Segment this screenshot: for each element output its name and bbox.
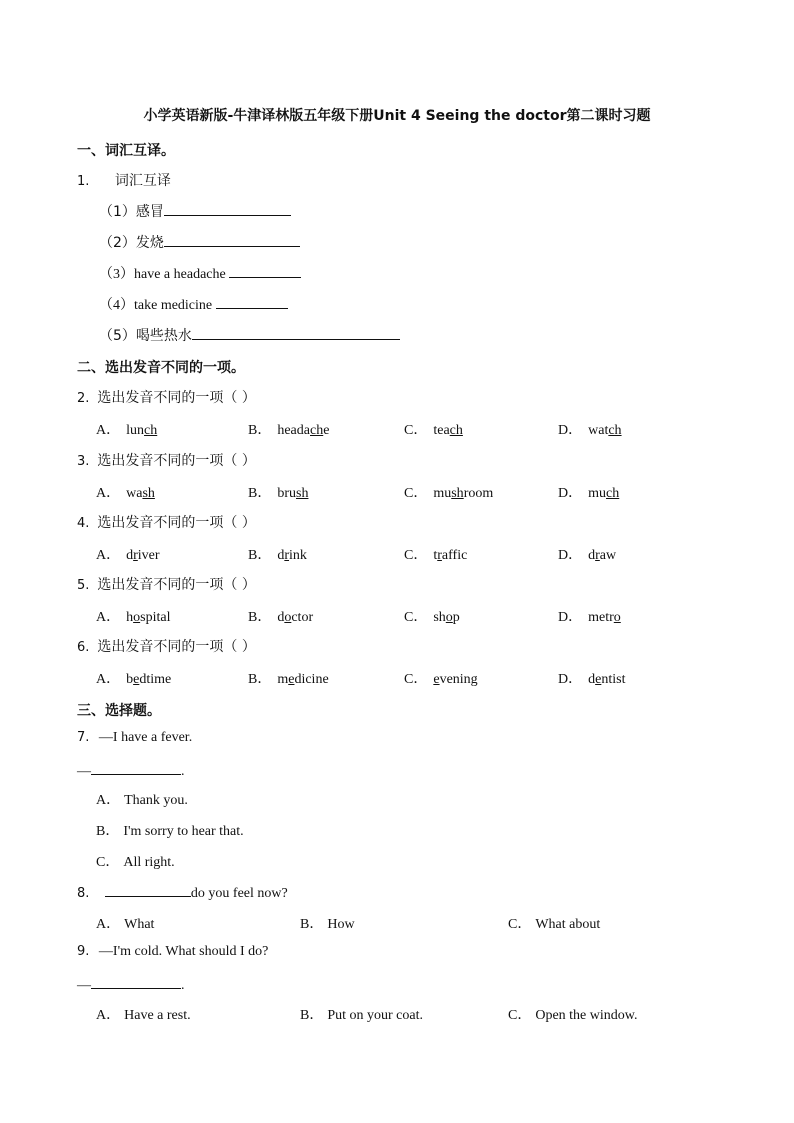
option-c[interactable]: [404, 482, 493, 502]
vocab-label: （3）have a headache: [99, 267, 226, 282]
option-b[interactable]: [300, 913, 355, 933]
option-text: What: [124, 917, 155, 932]
option-d[interactable]: [558, 668, 625, 688]
word-suffix: ntist: [601, 672, 626, 687]
option-text: How: [327, 917, 355, 932]
option-a[interactable]: [96, 482, 155, 502]
underlined-letters: ch: [606, 486, 620, 501]
option-c[interactable]: [508, 913, 600, 933]
option-letter: A．: [96, 917, 121, 932]
option-letter: B．: [248, 672, 272, 687]
question-number: 2.: [77, 391, 90, 406]
word-prefix: b: [126, 672, 134, 687]
option-c[interactable]: [404, 544, 467, 564]
option-a[interactable]: [96, 913, 154, 933]
answer-blank[interactable]: [192, 325, 400, 340]
option-c[interactable]: [404, 668, 478, 688]
option-b[interactable]: [248, 419, 329, 439]
vocab-item-4: [99, 294, 288, 314]
option-a[interactable]: [96, 419, 157, 439]
word-prefix: d: [126, 548, 134, 563]
option-letter: C．: [404, 423, 428, 438]
word-prefix: wa: [126, 486, 143, 501]
answer-blank[interactable]: [229, 263, 301, 278]
option-d[interactable]: [558, 606, 621, 626]
option-letter: B．: [248, 486, 272, 501]
word-prefix: h: [126, 610, 134, 625]
question-text: 选出发音不同的一项（ ）: [97, 453, 256, 469]
question-text: —I'm cold. What should I do?: [98, 944, 269, 959]
option-letter: D．: [558, 548, 583, 563]
option-letter: B．: [300, 1008, 324, 1023]
underlined-letters: r: [133, 548, 138, 563]
question-number: 6.: [77, 640, 90, 655]
question-3: [77, 450, 256, 470]
option-letter: A．: [96, 486, 121, 501]
option-text: Thank you.: [124, 793, 188, 808]
answer-dash: —: [77, 978, 91, 993]
vocab-label: （1）感冒: [99, 204, 164, 220]
option-letter: C．: [96, 855, 120, 870]
word-prefix: lun: [126, 423, 145, 438]
underlined-letters: o: [613, 610, 621, 625]
vocab-label: （2）发烧: [99, 235, 164, 251]
answer-end: .: [181, 978, 185, 993]
underlined-letters: ch: [144, 423, 158, 438]
question-1: [77, 170, 171, 190]
option-letter: A．: [96, 610, 121, 625]
option-a[interactable]: [96, 606, 170, 626]
answer-blank[interactable]: [91, 760, 181, 775]
option-a[interactable]: [96, 1004, 191, 1024]
option-letter: A．: [96, 793, 121, 808]
underlined-letters: ch: [449, 423, 463, 438]
option-c[interactable]: [404, 606, 460, 626]
question-4: [77, 512, 256, 532]
word-suffix: ink: [289, 548, 307, 563]
vocab-item-2: [99, 232, 300, 252]
vocab-label: （5）喝些热水: [99, 328, 192, 344]
question-8: [77, 882, 288, 902]
underlined-letters: r: [595, 548, 600, 563]
option-letter: A．: [96, 672, 121, 687]
option-b[interactable]: [248, 668, 329, 688]
option-letter: D．: [558, 610, 583, 625]
option-text: Open the window.: [535, 1008, 638, 1023]
option-letter: C．: [404, 610, 428, 625]
answer-blank[interactable]: [164, 201, 291, 216]
word-suffix: vening: [439, 672, 478, 687]
word-prefix: t: [433, 548, 438, 563]
word-suffix: affic: [441, 548, 468, 563]
option-text: Put on your coat.: [327, 1008, 423, 1023]
word-prefix: bru: [277, 486, 297, 501]
underlined-letters: e: [595, 672, 602, 687]
question-text: do you feel now?: [190, 886, 288, 901]
word-prefix: d: [277, 610, 285, 625]
underlined-letters: e: [288, 672, 295, 687]
option-letter: C．: [404, 672, 428, 687]
vocab-item-1: [99, 201, 291, 221]
section-heading-phonics: 二、选出发音不同的一项。: [77, 360, 245, 376]
answer-line-7: [77, 760, 185, 780]
word-prefix: heada: [277, 423, 310, 438]
question-text: 选出发音不同的一项（ ）: [97, 639, 256, 655]
option-d[interactable]: [558, 419, 622, 439]
underlined-letters: o: [445, 610, 453, 625]
word-suffix: aw: [599, 548, 617, 563]
option-b[interactable]: [248, 544, 307, 564]
option-letter: D．: [558, 672, 583, 687]
answer-blank[interactable]: [216, 294, 288, 309]
option-text: I'm sorry to hear that.: [123, 824, 244, 839]
underlined-letters: ch: [608, 423, 622, 438]
option-b[interactable]: [248, 606, 313, 626]
underlined-letters: sh: [296, 486, 309, 501]
answer-dash: —: [77, 764, 91, 779]
option-c[interactable]: [508, 1004, 637, 1024]
underlined-letters: r: [284, 548, 290, 563]
word-prefix: d: [588, 548, 596, 563]
question-number: 1.: [77, 174, 90, 189]
option-b[interactable]: [248, 482, 308, 502]
word-suffix: e: [323, 423, 330, 438]
underlined-letters: e: [433, 672, 440, 687]
option-c[interactable]: [96, 851, 175, 871]
question-text: 选出发音不同的一项（ ）: [97, 577, 256, 593]
answer-blank[interactable]: [91, 974, 181, 989]
word-prefix: d: [588, 672, 596, 687]
word-prefix: mu: [433, 486, 452, 501]
word-prefix: wat: [588, 423, 609, 438]
option-letter: A．: [96, 548, 121, 563]
word-suffix: p: [452, 610, 460, 625]
option-b[interactable]: [96, 820, 244, 840]
option-letter: C．: [508, 917, 532, 932]
question-7: [77, 730, 192, 746]
word-suffix: dtime: [139, 672, 172, 687]
question-text: 选出发音不同的一项（ ）: [97, 390, 256, 406]
question-number: 8.: [77, 886, 90, 901]
worksheet-title: 小学英语新版-牛津译林版五年级下册Unit 4 Seeing the doctor第二课时习题: [143, 108, 651, 124]
option-text: All right.: [123, 855, 175, 870]
word-suffix: spital: [140, 610, 171, 625]
question-2: [77, 387, 256, 407]
word-suffix: dicine: [294, 672, 329, 687]
question-9: [77, 944, 268, 960]
option-a[interactable]: [96, 668, 171, 688]
option-letter: C．: [404, 548, 428, 563]
answer-end: .: [181, 764, 185, 779]
question-number: 9.: [77, 944, 90, 959]
word-prefix: tea: [433, 423, 450, 438]
answer-blank[interactable]: [105, 882, 191, 897]
option-letter: B．: [300, 917, 324, 932]
underlined-letters: sh: [142, 486, 155, 501]
question-5: [77, 574, 256, 594]
answer-blank[interactable]: [164, 232, 300, 247]
word-suffix: iver: [137, 548, 160, 563]
question-number: 5.: [77, 578, 90, 593]
underlined-letters: e: [133, 672, 140, 687]
option-letter: C．: [508, 1008, 532, 1023]
word-prefix: sh: [433, 610, 446, 625]
vocab-item-3: [99, 263, 301, 283]
word-prefix: d: [277, 548, 285, 563]
question-number: 4.: [77, 516, 90, 531]
section-heading-choice: 三、选择题。: [77, 703, 161, 719]
option-b[interactable]: [300, 1004, 423, 1024]
option-a[interactable]: [96, 544, 160, 564]
underlined-letters: ch: [310, 423, 324, 438]
word-prefix: metr: [588, 610, 614, 625]
question-number: 3.: [77, 454, 90, 469]
option-letter: C．: [404, 486, 428, 501]
question-text: —I have a fever.: [98, 730, 193, 745]
question-number: 7.: [77, 730, 90, 745]
option-letter: B．: [248, 548, 272, 563]
underlined-letters: o: [133, 610, 141, 625]
word-prefix: mu: [588, 486, 607, 501]
option-d[interactable]: [558, 482, 619, 502]
option-c[interactable]: [404, 419, 463, 439]
word-suffix: ctor: [291, 610, 314, 625]
option-letter: B．: [248, 610, 272, 625]
vocab-label: （4）take medicine: [99, 298, 213, 313]
option-d[interactable]: [558, 544, 616, 564]
option-letter: B．: [248, 423, 272, 438]
question-6: [77, 636, 256, 656]
underlined-letters: r: [437, 548, 442, 563]
question-text: 词汇互译: [114, 173, 171, 189]
underlined-letters: o: [284, 610, 292, 625]
word-prefix: m: [277, 672, 289, 687]
option-letter: B．: [96, 824, 120, 839]
answer-line-9: [77, 974, 185, 994]
option-letter: A．: [96, 1008, 121, 1023]
option-a[interactable]: [96, 789, 188, 809]
option-letter: D．: [558, 423, 583, 438]
vocab-item-5: [99, 325, 400, 345]
section-heading-vocabulary: 一、词汇互译。: [77, 143, 175, 159]
option-letter: D．: [558, 486, 583, 501]
option-text: Have a rest.: [124, 1008, 191, 1023]
word-suffix: room: [463, 486, 494, 501]
question-text: 选出发音不同的一项（ ）: [97, 515, 256, 531]
option-letter: A．: [96, 423, 121, 438]
underlined-letters: sh: [451, 486, 464, 501]
option-text: What about: [535, 917, 601, 932]
